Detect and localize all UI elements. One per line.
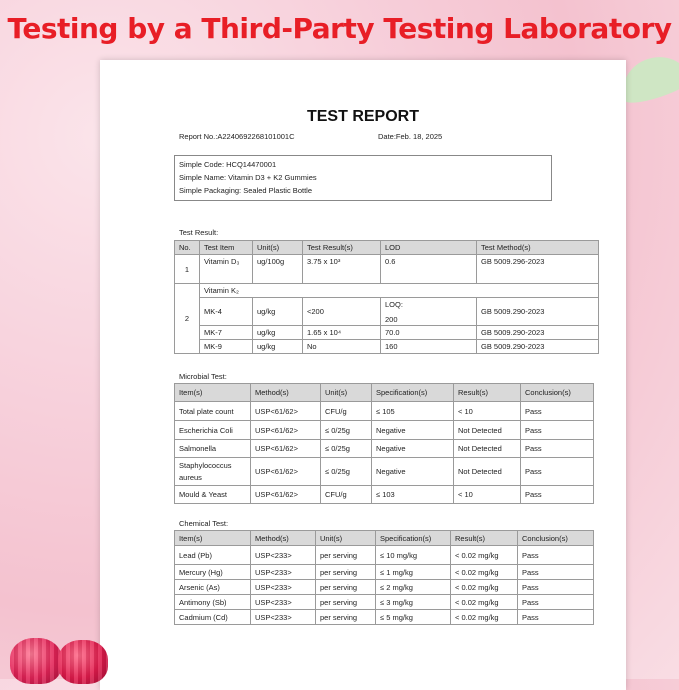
microbial-test-label: Microbial Test: xyxy=(179,372,227,381)
table-cell: ug/kg xyxy=(253,298,303,326)
header-cell: Unit(s) xyxy=(316,531,376,546)
table-cell: ≤ 1 mg/kg xyxy=(376,565,451,580)
table-cell: GB 5009.290-2023 xyxy=(477,326,599,340)
table-cell: ≤ 2 mg/kg xyxy=(376,580,451,595)
table-cell: per serving xyxy=(316,546,376,565)
table-cell: GB 5009.290-2023 xyxy=(477,298,599,326)
table-cell: Pass xyxy=(521,440,594,458)
table-row xyxy=(175,284,599,298)
test-result-table xyxy=(174,240,599,354)
table-cell: < 0.02 mg/kg xyxy=(451,565,518,580)
table-cell: Vitamin D₃ xyxy=(200,255,253,284)
gummy-ridges xyxy=(10,638,62,684)
table-row xyxy=(175,440,594,458)
table-cell: Total plate count xyxy=(175,402,251,421)
gummy-ridges xyxy=(58,640,108,684)
table-cell: Salmonella xyxy=(175,440,251,458)
table-cell xyxy=(175,458,251,486)
table-cell: USP<233> xyxy=(251,546,316,565)
table-header-row xyxy=(175,241,599,255)
table-row xyxy=(175,326,599,340)
table-cell: USP<61/62> xyxy=(251,402,321,421)
table-cell: ug/100g xyxy=(253,255,303,284)
lod-value: 200 xyxy=(385,314,398,324)
table-cell: ≤ 105 xyxy=(372,402,454,421)
table-cell: 70.0 xyxy=(381,326,477,340)
table-cell: Lead (Pb) xyxy=(175,546,251,565)
item-line: Staphylococcus xyxy=(179,461,232,470)
table-cell: Not Detected xyxy=(454,440,521,458)
table-cell: 1.65 x 10⁴ xyxy=(303,326,381,340)
header-cell: Conclusion(s) xyxy=(521,384,594,402)
table-row xyxy=(175,298,599,326)
item-line: aureus xyxy=(179,473,202,482)
table-cell: per serving xyxy=(316,580,376,595)
table-cell: Cadmium (Cd) xyxy=(175,610,251,625)
table-cell: 3.75 x 10³ xyxy=(303,255,381,284)
table-cell xyxy=(381,298,477,326)
table-cell: Negative xyxy=(372,421,454,440)
table-cell: < 10 xyxy=(454,486,521,504)
table-header-row xyxy=(175,531,594,546)
table-cell: ug/kg xyxy=(253,326,303,340)
table-cell: < 0.02 mg/kg xyxy=(451,595,518,610)
table-cell: ≤ 0/25g xyxy=(321,421,372,440)
table-cell: 160 xyxy=(381,340,477,354)
table-cell: GB 5009.290-2023 xyxy=(477,340,599,354)
table-cell: CFU/g xyxy=(321,486,372,504)
header-cell: Conclusion(s) xyxy=(518,531,594,546)
table-cell: Not Detected xyxy=(454,421,521,440)
table-cell: Arsenic (As) xyxy=(175,580,251,595)
table-row xyxy=(175,610,594,625)
table-row xyxy=(175,595,594,610)
header-cell: Test Item xyxy=(200,241,253,255)
table-cell: USP<233> xyxy=(251,565,316,580)
header-cell: Unit(s) xyxy=(321,384,372,402)
table-cell: USP<233> xyxy=(251,580,316,595)
table-cell: per serving xyxy=(316,595,376,610)
chemical-test-label: Chemical Test: xyxy=(179,519,229,528)
table-cell: Pass xyxy=(521,486,594,504)
table-cell: ≤ 5 mg/kg xyxy=(376,610,451,625)
table-row xyxy=(175,486,594,504)
header-cell: Result(s) xyxy=(454,384,521,402)
table-cell: Pass xyxy=(518,610,594,625)
table-cell: < 0.02 mg/kg xyxy=(451,580,518,595)
header-cell: LOD xyxy=(381,241,477,255)
table-row xyxy=(175,255,599,284)
test-result-label: Test Result: xyxy=(179,228,219,237)
table-row xyxy=(175,458,594,486)
header-cell: Item(s) xyxy=(175,531,251,546)
table-cell: No xyxy=(303,340,381,354)
sample-name: Simple Name: Vitamin D3 + K2 Gummies xyxy=(179,173,317,182)
table-cell: Mercury (Hg) xyxy=(175,565,251,580)
table-cell: Escherichia Coli xyxy=(175,421,251,440)
header-cell: Test Method(s) xyxy=(477,241,599,255)
table-cell: GB 5009.296-2023 xyxy=(477,255,599,284)
table-cell: ≤ 3 mg/kg xyxy=(376,595,451,610)
header-cell: Item(s) xyxy=(175,384,251,402)
table-cell: Mould & Yeast xyxy=(175,486,251,504)
table-cell: <200 xyxy=(303,298,381,326)
table-cell: Antimony (Sb) xyxy=(175,595,251,610)
table-cell: USP<61/62> xyxy=(251,486,321,504)
table-cell: ug/kg xyxy=(253,340,303,354)
table-cell: USP<233> xyxy=(251,610,316,625)
table-cell: USP<233> xyxy=(251,595,316,610)
sample-info-box xyxy=(174,155,552,201)
table-cell: Negative xyxy=(372,458,454,486)
gummy-image xyxy=(10,638,62,684)
table-cell: Negative xyxy=(372,440,454,458)
table-cell: USP<61/62> xyxy=(251,421,321,440)
table-cell: per serving xyxy=(316,565,376,580)
table-cell: MK-4 xyxy=(200,298,253,326)
microbial-test-table xyxy=(174,383,594,504)
report-number: Report No.:A2240692268101001C xyxy=(179,132,295,141)
table-cell: ≤ 0/25g xyxy=(321,458,372,486)
table-cell: Pass xyxy=(518,565,594,580)
table-row xyxy=(175,565,594,580)
table-cell: per serving xyxy=(316,610,376,625)
table-cell: Pass xyxy=(518,595,594,610)
chemical-test-table xyxy=(174,530,594,625)
headline: Testing by a Third-Party Testing Laboratory xyxy=(7,12,672,45)
table-row xyxy=(175,546,594,565)
table-row xyxy=(175,340,599,354)
header-cell: Method(s) xyxy=(251,384,321,402)
table-cell: Not Detected xyxy=(454,458,521,486)
table-cell: MK-9 xyxy=(200,340,253,354)
test-report-paper xyxy=(100,60,626,690)
report-title: TEST REPORT xyxy=(306,108,419,125)
sample-packaging: Simple Packaging: Sealed Plastic Bottle xyxy=(179,186,312,195)
table-row xyxy=(175,580,594,595)
table-cell: Pass xyxy=(521,402,594,421)
table-cell: Vitamin K₂ xyxy=(200,284,599,298)
table-cell: Pass xyxy=(518,580,594,595)
table-cell: USP<61/62> xyxy=(251,440,321,458)
table-cell: Pass xyxy=(521,421,594,440)
table-cell: ≤ 0/25g xyxy=(321,440,372,458)
header-cell: Specification(s) xyxy=(372,384,454,402)
header-cell: Test Result(s) xyxy=(303,241,381,255)
sample-code: Simple Code: HCQ14470001 xyxy=(179,160,277,169)
table-cell: Pass xyxy=(521,458,594,486)
table-cell: < 0.02 mg/kg xyxy=(451,610,518,625)
table-cell: Pass xyxy=(518,546,594,565)
header-cell: Result(s) xyxy=(451,531,518,546)
table-cell: 0.6 xyxy=(381,255,477,284)
header-cell: Specification(s) xyxy=(376,531,451,546)
table-row xyxy=(175,421,594,440)
table-cell: MK-7 xyxy=(200,326,253,340)
table-cell: 2 xyxy=(175,284,200,354)
table-cell: USP<61/62> xyxy=(251,458,321,486)
gummy-image xyxy=(58,640,108,684)
header-cell: Unit(s) xyxy=(253,241,303,255)
lod-label: LOQ: xyxy=(385,299,403,309)
table-cell: < 0.02 mg/kg xyxy=(451,546,518,565)
table-cell: 1 xyxy=(175,255,200,284)
table-cell: ≤ 10 mg/kg xyxy=(376,546,451,565)
header-cell: Method(s) xyxy=(251,531,316,546)
table-header-row xyxy=(175,384,594,402)
report-date: Date:Feb. 18, 2025 xyxy=(378,132,443,141)
table-row xyxy=(175,402,594,421)
table-cell: < 10 xyxy=(454,402,521,421)
table-cell: CFU/g xyxy=(321,402,372,421)
table-cell: ≤ 103 xyxy=(372,486,454,504)
header-cell: No. xyxy=(175,241,200,255)
